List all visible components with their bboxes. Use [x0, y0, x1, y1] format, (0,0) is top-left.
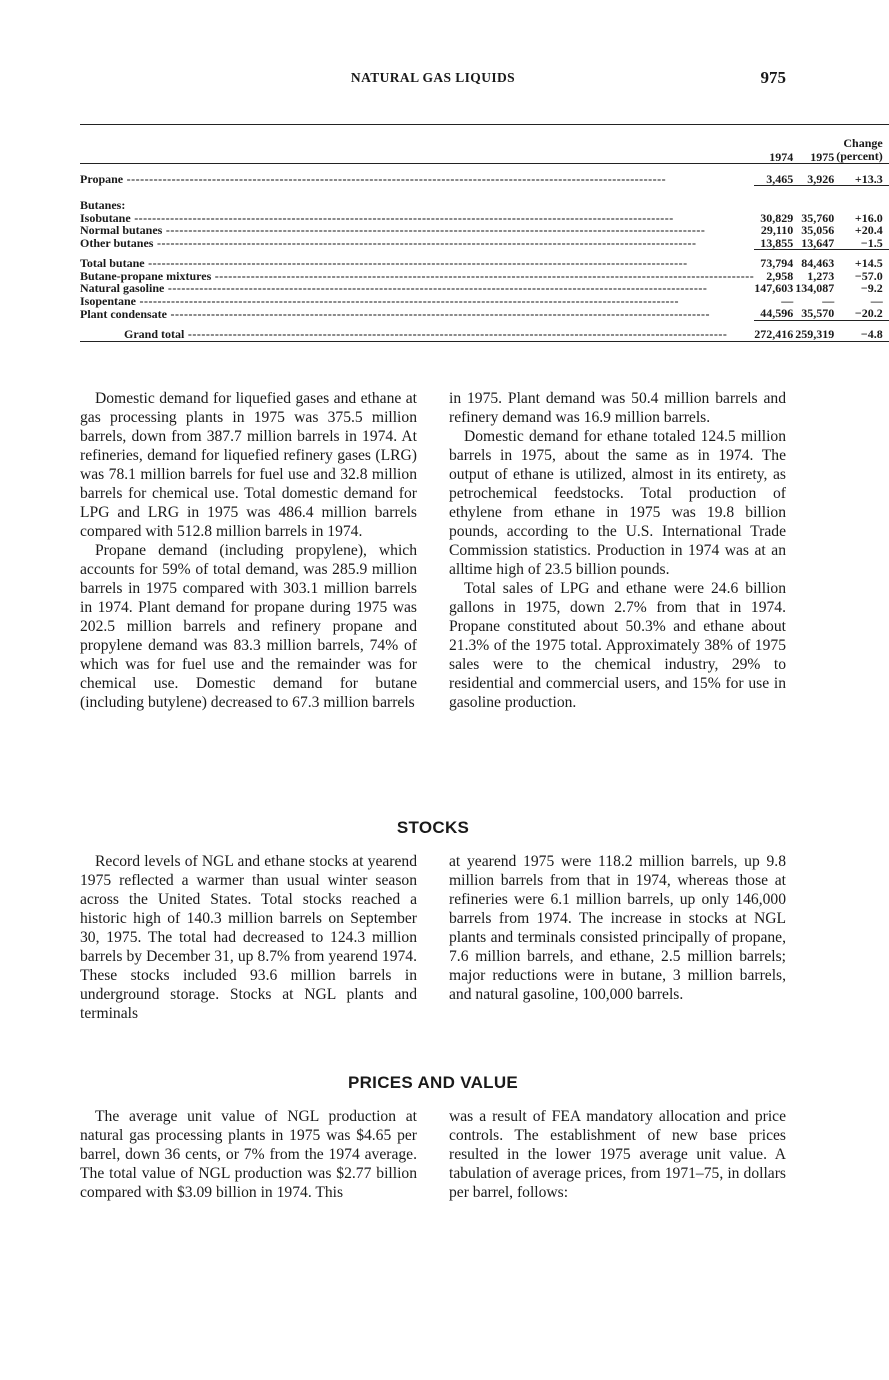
table-row-grand-total — [80, 320, 889, 341]
cell-1975: 13,647 — [801, 235, 835, 250]
cell-1974: 2,958 — [766, 268, 794, 283]
table-row — [80, 224, 889, 237]
cell-1974: — — [781, 293, 794, 308]
demand-right-column — [449, 389, 786, 712]
cell-1975: — — [822, 293, 835, 308]
cell-1974: 272,416 — [754, 320, 795, 341]
row-label: Grand total ----- — [124, 328, 754, 341]
paragraph: in 1975. Plant demand was 50.4 million barrels and refinery demand was 16.9 million barrels. — [449, 390, 786, 426]
paragraph: Record levels of NGL and ethane stocks at yearend 1975 reflected a warmer than usual winter season across the United States. Total stocks reached a historic high of 140.3 million barrels on September 30, 1975. The total had decreased to 124.3 million barrels by December 31, up 8.7% from yearend 1974. These stocks included 93.6 million barrels in underground storage. Stocks at NGL plants and terminals — [80, 853, 417, 1022]
table-row — [80, 237, 889, 250]
paragraph: Total sales of LPG and ethane were 24.6 billion gallons in 1975, down 2.7% from that in 1974. Propane constituted about 50.3% and ethane about 21.3% of the 1975 total. Approximately 38% of 1975 sales were to the chemical industry, 29% to residential and commercial users, and 15% for use in gasoline production. — [449, 580, 786, 711]
table-row — [80, 250, 889, 270]
row-label: Isopentane ----- — [80, 295, 754, 308]
cell-1975: 134,087 — [795, 281, 835, 295]
row-label: Propane ----- — [80, 173, 754, 186]
prices-section — [80, 1107, 786, 1202]
cell-change: −4.8 — [836, 320, 888, 341]
header-blank — [80, 125, 754, 164]
stocks-section — [80, 852, 786, 1023]
paragraph: Domestic demand for ethane totaled 124.5 million barrels in 1975, about the same as in 1974. The output of ethane is utilized, almost in its entirety, as petrochemical feedstocks. Total production of ethylene from ethane in 1975 was 19.8 billion pounds, according to the U.S. International Trade Commission statistics. Production in 1974 was at an alltime high of 23.5 billion pounds. — [449, 428, 786, 578]
table-header-row — [80, 125, 889, 164]
header-change-line2: (percent) — [836, 149, 883, 163]
stocks-left-column — [80, 852, 417, 1023]
cell-1975: 1,273 — [807, 268, 835, 283]
cell-1974: 3,465 — [766, 171, 794, 186]
cell-1975: 35,570 — [801, 306, 835, 320]
cell-1974: 44,596 — [760, 306, 794, 320]
demand-left-column — [80, 389, 417, 712]
table-row — [80, 164, 889, 186]
cell-1974: 13,855 — [760, 235, 794, 250]
row-label: Other butanes ----- — [80, 237, 754, 250]
cell-change: +14.5 — [836, 250, 888, 270]
table-row — [80, 282, 889, 295]
cell-1974: 73,794 — [754, 250, 795, 270]
cell-1974: 30,829 — [760, 210, 794, 225]
row-label: Normal butanes ----- — [80, 224, 754, 237]
page-number: 975 — [760, 68, 786, 87]
cell-change: −20.2 — [854, 306, 883, 320]
stocks-right-column — [449, 852, 786, 1023]
paragraph: Propane demand (including propylene), which accounts for 59% of total demand, was 285.9 million barrels in 1975 compared with 303.1 million barrels in 1974. Plant demand for propane during 1975 was 202.5 million barrels and refinery propane and propylene demand was 83.3 million barrels, 74% of which was for fuel use and the remainder was for chemical use. Domestic demand for butane (including butylene) decreased to 67.3 million barrels — [80, 542, 417, 711]
cell-change: −57.0 — [854, 268, 883, 283]
prices-heading: PRICES AND VALUE — [347, 1073, 519, 1092]
header-1975: 1975 — [795, 125, 836, 164]
demand-section — [80, 389, 786, 712]
stocks-heading: STOCKS — [396, 818, 470, 837]
cell-change: +16.0 — [854, 210, 883, 225]
header-1974: 1974 — [754, 125, 795, 164]
paragraph: was a result of FEA mandatory allocation and price controls. The establishment of new base prices resulted in the lower 1975 average unit value. A tabulation of average prices, from 1971–75, in dollars per barrel, follows: — [449, 1108, 786, 1201]
row-label: Isobutane ----- — [80, 212, 754, 225]
table-row — [80, 307, 889, 320]
prices-left-column — [80, 1107, 417, 1202]
row-label: Total butane ----- — [80, 257, 754, 270]
header-change-line1: Change — [843, 136, 883, 150]
row-label: Butanes: — [80, 198, 126, 212]
cell-1974: 147,603 — [754, 281, 794, 295]
cell-change: — — [870, 293, 883, 308]
row-label: Plant condensate ----- — [80, 308, 754, 321]
row-label: Natural gasoline ----- — [80, 282, 754, 295]
cell-change: +13.3 — [854, 171, 883, 186]
running-head — [80, 68, 786, 90]
cell-change: −9.2 — [860, 281, 883, 295]
cell-change: −1.5 — [860, 235, 883, 250]
paragraph: Domestic demand for liquefied gases and ethane at gas processing plants in 1975 was 375.5 million barrels, down from 387.7 million barrels in 1974. At refineries, demand for liquefied refinery gases (LRG) was 78.1 million barrels for fuel use and 32.8 million barrels for chemical use. Total domestic demand for LPG and LRG in 1975 was 486.4 million barrels compared with 512.8 million barrels in 1974. — [80, 390, 417, 540]
cell-1975: 35,056 — [801, 223, 835, 237]
paragraph: The average unit value of NGL production at natural gas processing plants in 1975 was $4.65 per barrel, down 36 cents, or 7% from the 1974 average. The total value of NGL production was $2.77 billion compared with $3.09 billion in 1974. This — [80, 1108, 417, 1201]
cell-1975: 35,760 — [801, 210, 835, 225]
row-label: Butane-propane mixtures ----- — [80, 270, 754, 283]
prices-right-column — [449, 1107, 786, 1202]
ngl-production-table — [80, 124, 889, 342]
cell-1975: 84,463 — [795, 250, 836, 270]
paragraph: at yearend 1975 were 118.2 million barrels, up 9.8 million barrels from that in 1974, whereas those at refineries were 6.1 million barrels, up only 146,000 barrels from 1974. The increase in stocks at NGL plants and terminals consisted principally of propane, 7.6 million barrels, and ethane, 2.5 million barrels; major reductions were in butane, 3 million barrels, and natural gasoline, 100,000 barrels. — [449, 853, 786, 1003]
running-title: NATURAL GAS LIQUIDS — [350, 70, 516, 85]
cell-1975: 3,926 — [807, 171, 835, 186]
cell-1975: 259,319 — [795, 320, 836, 341]
header-change — [836, 125, 888, 164]
cell-change: +20.4 — [854, 223, 883, 237]
table-row — [80, 186, 889, 212]
cell-1974: 29,110 — [760, 223, 794, 237]
